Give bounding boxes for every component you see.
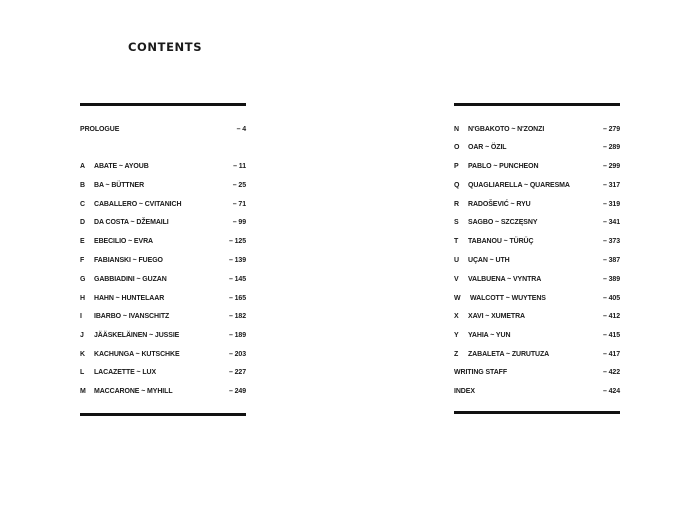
entry-letter: G [80, 275, 86, 284]
entry-range: VALBUENA ~ VYNTRA [468, 275, 542, 284]
entry-range: MACCARONE ~ MYHILL [94, 387, 173, 396]
entry-range: HAHN ~ HUNTELAAR [94, 294, 165, 303]
entry-page: – 11 [233, 162, 246, 171]
entry-page: – 319 [602, 200, 620, 209]
entry-page: – 99 [232, 218, 246, 227]
entry-letter: R [454, 200, 459, 209]
entry-page: – 373 [602, 237, 620, 246]
entry-letter: O [454, 143, 460, 152]
entry-page: – 387 [602, 256, 620, 265]
entry-range: GABBIADINI ~ GUZAN [94, 275, 167, 284]
entry-letter: U [454, 256, 459, 265]
entry-page: – 415 [602, 331, 620, 340]
entry-letter: H [80, 294, 85, 303]
entry-letter: P [454, 162, 459, 171]
entry-letter: N [454, 125, 459, 134]
entry-range: PABLO ~ PUNCHEON [468, 162, 539, 171]
top-rule [80, 103, 246, 106]
toc-entry-c[interactable] [80, 199, 246, 212]
entry-label: PROLOGUE [80, 125, 120, 134]
top-rule [454, 103, 620, 106]
toc-entry-l[interactable] [80, 367, 246, 380]
entry-page: – 422 [602, 368, 620, 377]
entry-letter: Z [454, 350, 459, 359]
entry-page: – 125 [228, 237, 246, 246]
toc-entry-g[interactable] [80, 274, 246, 287]
entry-page: – 227 [228, 368, 246, 377]
entry-letter: Q [454, 181, 460, 190]
entry-range: EBECILIO ~ EVRA [94, 237, 153, 246]
entry-range: SAGBO ~ SZCZĘSNY [468, 218, 538, 227]
entry-letter: Y [454, 331, 459, 340]
entry-range: XAVI ~ XUMETRA [468, 312, 526, 321]
entry-letter: J [80, 331, 84, 340]
entry-page: – 165 [228, 294, 246, 303]
entry-page: – 279 [602, 125, 620, 134]
toc-entry-writing-staff[interactable] [454, 367, 620, 380]
entry-letter: A [80, 162, 85, 171]
entry-page: – 341 [602, 218, 620, 227]
entry-page: – 25 [232, 181, 246, 190]
entry-range: UÇAN ~ UTH [468, 256, 510, 265]
entry-page: – 182 [228, 312, 246, 321]
entry-letter: S [454, 218, 459, 227]
entry-range: YAHIA ~ YUN [468, 331, 511, 340]
toc-entry-b[interactable] [80, 180, 246, 193]
bottom-rule [454, 411, 620, 414]
entry-page: – 249 [228, 387, 246, 396]
toc-entry-prologue[interactable] [80, 124, 246, 137]
toc-entry-p[interactable] [454, 161, 620, 174]
entry-range: KACHUNGA ~ KUTSCHKE [94, 350, 180, 359]
entry-label: WRITING STAFF [454, 368, 508, 377]
entry-letter: W [454, 294, 461, 303]
entry-letter: T [454, 237, 459, 246]
entry-letter: V [454, 275, 459, 284]
toc-entry-k[interactable] [80, 349, 246, 362]
entry-range: ABATE ~ AYOUB [94, 162, 149, 171]
entry-letter: M [80, 387, 86, 396]
toc-entry-m[interactable] [80, 386, 246, 399]
entry-page: – 405 [602, 294, 620, 303]
bottom-rule [80, 413, 246, 416]
entry-range: OAR ~ ÖZIL [468, 143, 507, 152]
entry-range: CABALLERO ~ CVITANICH [94, 200, 182, 209]
entry-letter: C [80, 200, 85, 209]
toc-entry-index[interactable] [454, 386, 620, 399]
entry-page: – 145 [228, 275, 246, 284]
toc-entry-x[interactable] [454, 311, 620, 324]
entry-letter: D [80, 218, 85, 227]
toc-entry-t[interactable] [454, 236, 620, 249]
entry-range: LACAZETTE ~ LUX [94, 368, 157, 377]
entry-letter: L [80, 368, 85, 377]
entry-letter: I [80, 312, 82, 321]
entry-page: – 289 [602, 143, 620, 152]
toc-entry-f[interactable] [80, 255, 246, 268]
toc-entry-w[interactable] [454, 293, 620, 306]
toc-entry-q[interactable] [454, 180, 620, 193]
toc-entry-j[interactable] [80, 330, 246, 343]
toc-entry-i[interactable] [80, 311, 246, 324]
toc-entry-z[interactable] [454, 349, 620, 362]
entry-range: QUAGLIARELLA ~ QUARESMA [468, 181, 570, 190]
entry-page: – 417 [602, 350, 620, 359]
entry-letter: B [80, 181, 85, 190]
entry-page: – 299 [602, 162, 620, 171]
entry-range: BA ~ BÜTTNER [94, 181, 145, 190]
entry-range: ZABALETA ~ ZURUTUZA [468, 350, 550, 359]
toc-entry-h[interactable] [80, 293, 246, 306]
contents-column-right [454, 103, 620, 396]
entry-range: IBARBO ~ IVANSCHITZ [94, 312, 170, 321]
entry-range: WALCOTT ~ WUYTENS [470, 294, 546, 303]
entry-page: – 71 [232, 200, 246, 209]
entry-letter: E [80, 237, 85, 246]
entry-page: – 4 [236, 125, 246, 134]
entry-page: – 412 [602, 312, 620, 321]
entry-letter: X [454, 312, 459, 321]
entry-letter: F [80, 256, 85, 265]
entry-page: – 317 [602, 181, 620, 190]
entry-letter: K [80, 350, 85, 359]
entry-page: – 189 [228, 331, 246, 340]
toc-entry-e[interactable] [80, 236, 246, 249]
contents-column-left [80, 103, 246, 396]
toc-entry-s[interactable] [454, 217, 620, 230]
toc-entry-n[interactable] [454, 124, 620, 137]
toc-entry-u[interactable] [454, 255, 620, 268]
toc-entry-a[interactable] [80, 161, 246, 174]
entry-range: FABIANSKI ~ FUEGO [94, 256, 163, 265]
page-title: CONTENTS [128, 40, 203, 54]
entry-label: INDEX [454, 387, 475, 396]
toc-entry-r[interactable] [454, 199, 620, 212]
toc-entry-o[interactable] [454, 142, 620, 155]
entry-page: – 139 [228, 256, 246, 265]
toc-entry-v[interactable] [454, 274, 620, 287]
entry-range: JÄÄSKELÄINEN ~ JUSSIE [94, 331, 180, 340]
entry-range: TABANOU ~ TÜRÜÇ [468, 237, 534, 246]
entry-range: DA COSTA ~ DŽEMAILI [94, 218, 169, 227]
entry-range: N'GBAKOTO ~ N'ZONZI [468, 125, 545, 134]
entry-page: – 424 [602, 387, 620, 396]
toc-entry-y[interactable] [454, 330, 620, 343]
entry-range: RADOŠEVIĆ ~ RYU [468, 200, 531, 209]
entry-page: – 389 [602, 275, 620, 284]
entry-page: – 203 [228, 350, 246, 359]
toc-entry-d[interactable] [80, 217, 246, 230]
